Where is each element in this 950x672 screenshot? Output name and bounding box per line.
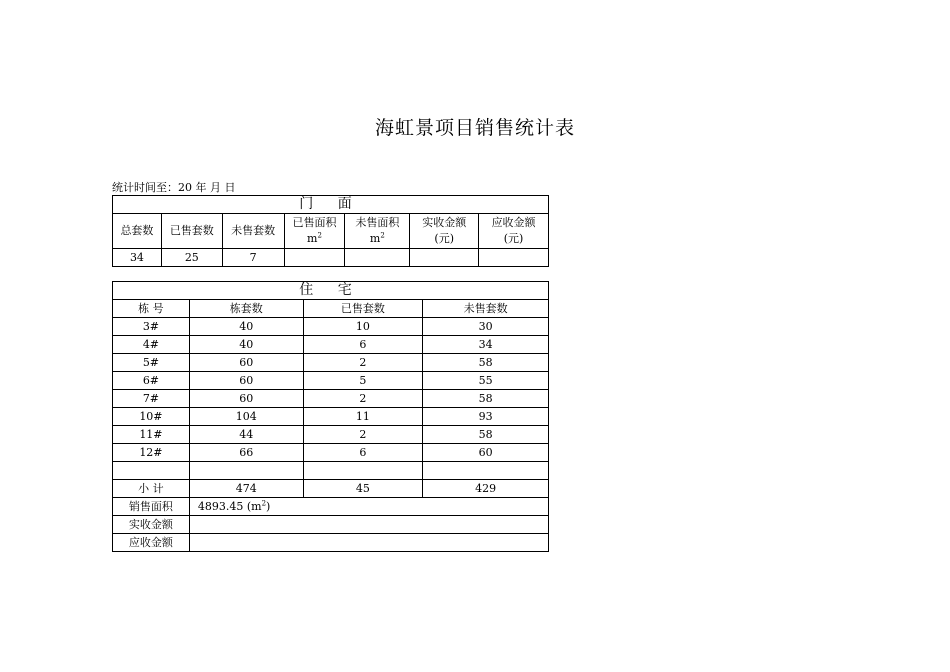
table-cell: 25	[161, 249, 222, 267]
table-cell: 34	[113, 249, 162, 267]
table-cell: 7#	[113, 390, 190, 408]
table-cell: 2	[303, 390, 423, 408]
table-cell: 2	[303, 354, 423, 372]
header-sold-area	[284, 214, 345, 249]
header-unsold-area-label: 未售面积	[355, 216, 400, 229]
sales-area-row	[113, 498, 549, 516]
table-row	[113, 390, 549, 408]
header-building-units: 栋套数	[189, 300, 303, 318]
table-cell: 40	[189, 318, 303, 336]
header-sold-units: 已售套数	[303, 300, 423, 318]
table-cell: 6#	[113, 372, 190, 390]
table-row	[113, 372, 549, 390]
table-cell: 4#	[113, 336, 190, 354]
table-cell: 60	[189, 372, 303, 390]
header-unsold-area	[345, 214, 410, 249]
header-received-label: 实收金额	[422, 216, 467, 229]
table-cell: 2	[303, 426, 423, 444]
table-row	[113, 354, 549, 372]
header-total-units: 总套数	[113, 214, 162, 249]
header-receivable-label: 应收金额	[491, 216, 536, 229]
header-received-amount	[410, 214, 479, 249]
table-cell: 55	[423, 372, 549, 390]
table-cell	[189, 462, 303, 480]
table-cell	[303, 462, 423, 480]
table-cell: 44	[189, 426, 303, 444]
subtotal-label: 小 计	[113, 480, 190, 498]
table-cell: 66	[189, 444, 303, 462]
table-cell: 7	[222, 249, 284, 267]
subtotal-sold-units: 45	[303, 480, 423, 498]
header-unsold-area-sup: 2	[380, 231, 385, 240]
residential-header-row	[113, 300, 549, 318]
received-amount-value	[189, 516, 548, 534]
table-cell: 93	[423, 408, 549, 426]
header-unsold-units: 未售套数	[423, 300, 549, 318]
table-row	[113, 318, 549, 336]
table-cell: 10	[303, 318, 423, 336]
table-row	[113, 462, 549, 480]
table-cell: 58	[423, 390, 549, 408]
table-cell: 10#	[113, 408, 190, 426]
header-sold-area-label: 已售面积	[292, 216, 337, 229]
table-cell: 40	[189, 336, 303, 354]
table-cell: 60	[189, 390, 303, 408]
statistics-date: 统计时间至：20 年 月 日	[112, 181, 236, 194]
table-cell: 6	[303, 336, 423, 354]
received-amount-label: 实收金额	[113, 516, 190, 534]
receivable-amount-label: 应收金额	[113, 534, 190, 552]
table-cell: 11	[303, 408, 423, 426]
header-receivable-amount	[479, 214, 549, 249]
table-cell: 12#	[113, 444, 190, 462]
header-sold-units: 已售套数	[161, 214, 222, 249]
table-cell	[410, 249, 479, 267]
header-receivable-unit: (元)	[503, 232, 524, 245]
subtotal-unsold-units: 429	[423, 480, 549, 498]
table-cell: 104	[189, 408, 303, 426]
table-cell: 6	[303, 444, 423, 462]
table-cell: 58	[423, 426, 549, 444]
table-cell: 11#	[113, 426, 190, 444]
document-title: 海虹景项目销售统计表	[374, 117, 575, 139]
table-cell: 30	[423, 318, 549, 336]
header-sold-area-unit: m	[307, 232, 318, 245]
table-cell: 34	[423, 336, 549, 354]
sales-area-sup: 2	[261, 498, 267, 507]
sales-area-value: 4893.45 (m	[197, 499, 262, 513]
storefront-data-row	[113, 249, 549, 267]
received-amount-row	[113, 516, 549, 534]
table-cell: 3#	[113, 318, 190, 336]
storefront-table	[112, 195, 549, 267]
subtotal-row	[113, 480, 549, 498]
header-sold-area-sup: 2	[317, 231, 322, 240]
storefront-header-row	[113, 214, 549, 249]
table-cell	[423, 462, 549, 480]
receivable-amount-row	[113, 534, 549, 552]
receivable-amount-value	[189, 534, 548, 552]
table-cell: 60	[423, 444, 549, 462]
table-cell: 58	[423, 354, 549, 372]
table-cell: 5#	[113, 354, 190, 372]
sales-area-label: 销售面积	[113, 498, 190, 516]
residential-section-title: 住 宅	[113, 282, 549, 300]
sales-area-suffix: )	[266, 499, 271, 513]
subtotal-building-units: 474	[189, 480, 303, 498]
table-cell: 5	[303, 372, 423, 390]
header-received-unit: (元)	[434, 232, 454, 245]
table-row	[113, 336, 549, 354]
header-unsold-area-unit: m	[369, 232, 381, 245]
residential-table	[112, 281, 549, 552]
storefront-section-title: 门 面	[113, 196, 549, 214]
residential-rows	[113, 318, 549, 480]
table-row	[113, 426, 549, 444]
table-cell: 60	[189, 354, 303, 372]
header-unsold-units: 未售套数	[222, 214, 284, 249]
sales-area-value-cell	[189, 498, 548, 516]
header-building-no: 栋 号	[113, 300, 190, 318]
table-cell	[284, 249, 345, 267]
table-cell	[479, 249, 549, 267]
table-cell	[113, 462, 190, 480]
table-row	[113, 408, 549, 426]
table-cell	[345, 249, 410, 267]
table-row	[113, 444, 549, 462]
